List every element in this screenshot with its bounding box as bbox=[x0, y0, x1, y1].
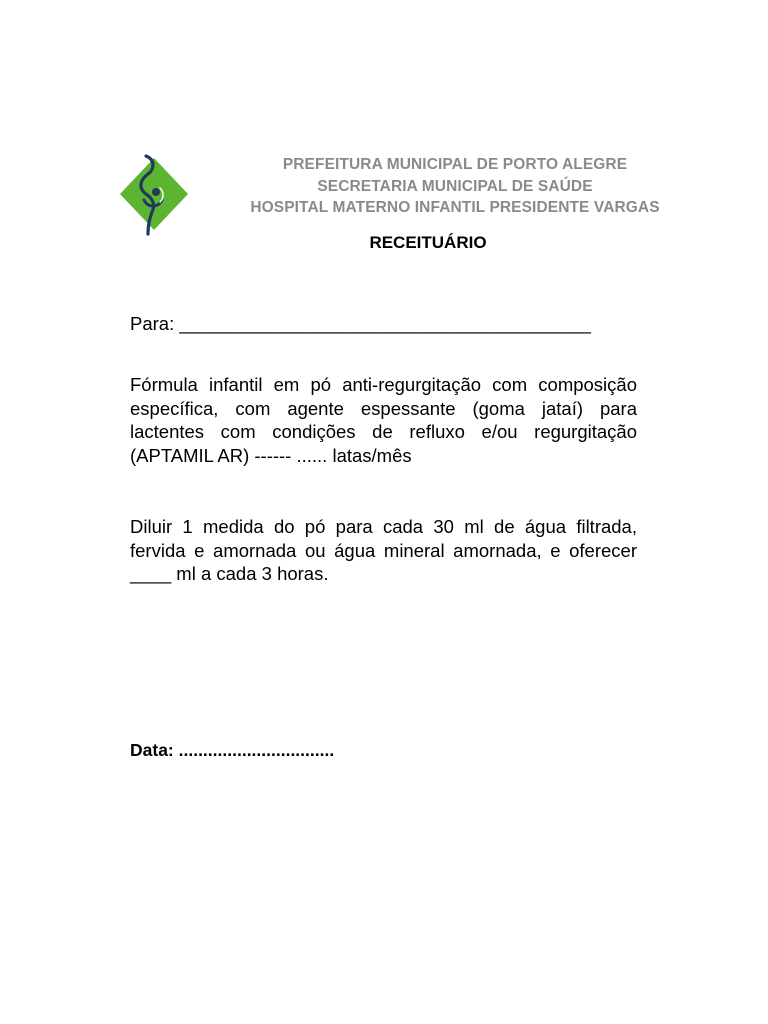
header-line-municipality: PREFEITURA MUNICIPAL DE PORTO ALEGRE bbox=[282, 156, 628, 173]
date-line: Data: ................................ bbox=[130, 740, 335, 760]
institution-header bbox=[220, 154, 690, 219]
header-line-hospital: HOSPITAL MATERNO INFANTIL PRESIDENTE VARGAS bbox=[250, 199, 660, 216]
dilution-instructions: Diluir 1 medida do pó para cada 30 ml de água filtrada, fervida e amornada ou água mineral amornada, e oferecer ____ ml a cada 3 horas. bbox=[130, 516, 637, 585]
prescription-paragraph: Fórmula infantil em pó anti-regurgitação com composição específica, com agente espessante (goma jataí) para lactentes com condições de refluxo e/ou regurgitação (APTAMIL AR) ------ ...... latas/mês bbox=[130, 374, 637, 467]
document-title: RECEITUÁRIO bbox=[369, 233, 487, 252]
hospital-logo-icon bbox=[104, 150, 200, 240]
header-line-secretariat: SECRETARIA MUNICIPAL DE SAÚDE bbox=[317, 177, 593, 195]
recipient-line: Para: ________________________________________ bbox=[130, 313, 591, 334]
